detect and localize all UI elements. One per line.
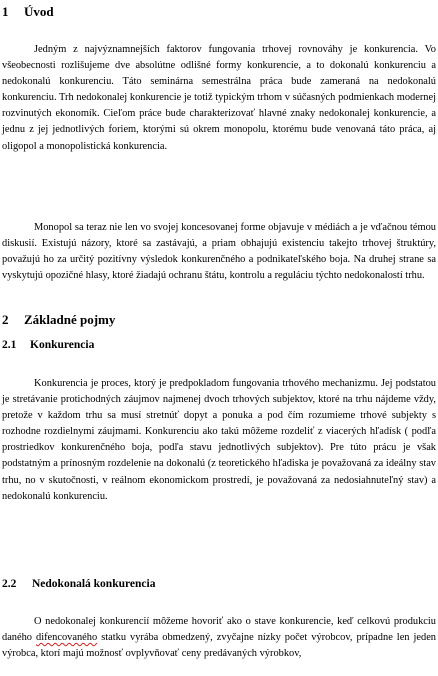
text-run: statku vyrába obmedzený, zvyčajne nízky počet výrobcov, prípadne len jeden výrobca, ktorí majú možnosť ovplyvňovať ceny predávaných výrobkov,: [2, 632, 436, 660]
heading-title: Konkurencia: [30, 339, 95, 351]
heading-uvod: [0, 4, 54, 20]
heading-title: Nedokonalá konkurencia: [32, 578, 156, 590]
heading-number: 2.2: [2, 578, 17, 590]
heading-number: 2: [2, 312, 9, 327]
paragraph-uvod-1: Jedným z najvýznamnejších faktorov fungovania trhovej rovnováhy je konkurencia. Vo všeobecnosti rozlišujeme dve absolútne odlišné formy konkurencie, a to dokonalú konkurenciu a nedokonalú konkurenciu. Táto seminárna semestrálna práca bude zameraná na nedokonalú konkurenciu. Trh nedokonalej konkurencie je totiž typickým trhom v súčasných podmienkach modernej rozvinutých ekonomík. Cieľom práce bude charakterizovať hlavné znaky nedokonalej konkurencie, a jednu z jej jednotlivých foriem, ktorými sú okrem monopolu, ktorému bude venovaná táto práca, aj oligopol a monopolistická konkurencia.: [2, 44, 436, 152]
misspelled-word[interactable]: difencovaného: [36, 632, 98, 644]
heading-title: Úvod: [24, 4, 54, 19]
heading-title: Základné pojmy: [24, 312, 116, 327]
paragraph-nedokonala: [2, 614, 436, 662]
heading-nedokonala-konkurencia: [0, 577, 155, 591]
paragraph-uvod-2: Monopol sa teraz nie len vo svojej koncesovanej forme objavuje v médiách a je vďačnou témou diskusií. Existujú názory, ktoré sa zastávajú, a priam obhajujú existenciu takejto trhovej štruktúry, považujú ho za určitý pozitívny výsledok konkurenčného a podnikateľského boja. Na druhej strane sa vyskytujú opozičné hlasy, ktoré žiadajú ochranu štátu, kontrolu a reguláciu týchto nedokonalostí trhu.: [2, 222, 436, 282]
heading-zakladne-pojmy: [0, 312, 115, 328]
heading-number: 2.1: [2, 339, 17, 351]
paragraph-konkurencia: Konkurencia je proces, ktorý je predpokladom fungovania trhového mechanizmu. Jej podstatou je stretávanie protichodných záujmov najmenej dvoch trhových subjektov, ktoré na trhu nájdeme vždy, pretože v každom trhu sa musí stretnúť dopyt a ponuka a pod čím rozumieme trhové subjekty s rozhodne rozdielnymi záujmami. Konkurenciu ako takú môžeme rozdeliť z viacerých hľadísk ( podľa prostriedkov konkurenčného boja, podľa stavu jednotlivých subjektov). Pre túto prácu je však podstatným a prínosným rozdelenie na dokonalú (z teoretického hľadiska je považovaná za ideálny stav trhu, no v skutočnosti, v reálnom ekonomickom prostredí, je považovaná za nedosiahnuteľný stav) a nedokonalú konkurenciu.: [2, 378, 436, 502]
heading-number: 1: [2, 4, 9, 19]
text-run: O nedokonalej konkurencií môžeme hovoriť ako o stave konkurencie, keď celkovú produkciu daného: [2, 616, 436, 644]
heading-konkurencia: [0, 338, 94, 352]
